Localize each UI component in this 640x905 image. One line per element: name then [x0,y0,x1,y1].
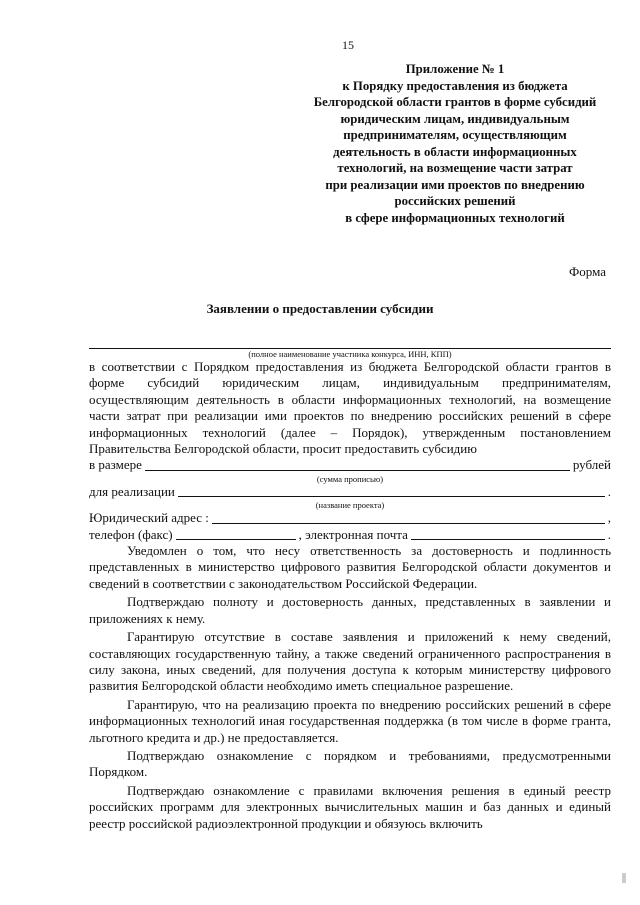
email-field[interactable] [411,538,605,540]
intro-paragraph: в соответствии с Порядком предоставления из бюджета Белгородской области грантов в форме субсидий юридическим лицам, индивидуальным предпринимателям, осуществляющим деятельность в области информационных технологий, на возмещение части затрат при реализации ими проектов по внедрению российских решений в сфере информационных технологий (далее – Порядок), утвержденным постановлением Правительства Белгородской области, просит предоставить субсидию [89,359,611,457]
amount-hint: (сумма прописью) [316,473,384,484]
address-comma: , [607,510,611,526]
project-label: для реализации [89,483,175,499]
amount-field[interactable] [145,469,570,471]
address-field[interactable] [212,522,605,524]
project-period: . [607,483,611,499]
page-number: 15 [342,38,354,52]
appendix-line: предпринимателям, осуществляющим [343,128,567,142]
document-title: Заявлении о предоставлении субсидии [206,301,434,316]
email-label: , электронная почта [298,526,408,542]
amount-label: в размере [89,457,142,473]
appendix-line: при реализации ими проектов по внедрению [325,177,585,192]
phone-label: телефон (факс) [89,526,173,542]
participant-name-field[interactable] [89,334,611,349]
project-name-field[interactable] [178,495,605,497]
body-paragraph: Уведомлен о том, что несу ответственность за достоверность и подлинность представленных в министерство цифрового развития Белгородской области документов и сведений в соответствии с законодательством Российской Федерации. [89,543,611,591]
contacts-row [89,527,611,543]
appendix-line: технологий, на возмещение части затрат [337,161,573,175]
body-paragraph: Подтверждаю ознакомление с порядком и требованиями, предусмотренными Порядком. [89,747,611,780]
appendix-line: российских решений [394,194,516,208]
document-body [89,334,611,832]
body-paragraph: Подтверждаю полноту и достоверность данных, представленных в заявлении и приложениях к нему. [89,594,611,626]
project-row [89,484,611,500]
form-label: Форма [569,264,606,279]
address-row [89,510,611,526]
body-paragraph: Подтверждаю ознакомление с правилами включения решения в единый реестр российских программ для электронных вычислительных машин и баз данных и единый реестр российской радиоэлектронной продукции и обязуюсь включить [89,782,611,831]
scan-mark [622,873,626,883]
body-paragraph: Гарантирую, что на реализацию проекта по внедрению российских решений в сфере информационных технологий иная государственная поддержка (в том числе в форме гранта, льготного кредита и др.) не предоставляется. [89,696,611,745]
body-paragraph: Гарантирую отсутствие в составе заявления и приложений к нему сведений, составляющих государственную тайну, а также сведений ограниченного распространения в силу закона, иных сведений, для получения доступа к которым министерству цифрового развития Белгородской области необходимо иметь специальное разрешение. [89,629,611,694]
amount-row [89,457,611,473]
address-label: Юридический адрес : [89,510,209,526]
appendix-line: Белгородской области грантов в форме субсидий [313,95,597,109]
amount-unit: рублей [572,457,611,473]
appendix-line: Приложение № 1 [405,62,505,76]
contacts-period: . [607,526,611,542]
appendix-line: деятельность в области информационных [333,144,577,159]
phone-field[interactable] [176,538,296,540]
participant-name-hint: (полное наименование участника конкурса, ИНН, КПП) [248,349,452,359]
project-hint: (название проекта) [315,500,385,511]
appendix-line: к Порядку предоставления из бюджета [342,78,568,93]
appendix-line: юридическим лицам, индивидуальным [340,111,570,126]
appendix-line: в сфере информационных технологий [345,210,565,225]
appendix-header [290,61,620,226]
